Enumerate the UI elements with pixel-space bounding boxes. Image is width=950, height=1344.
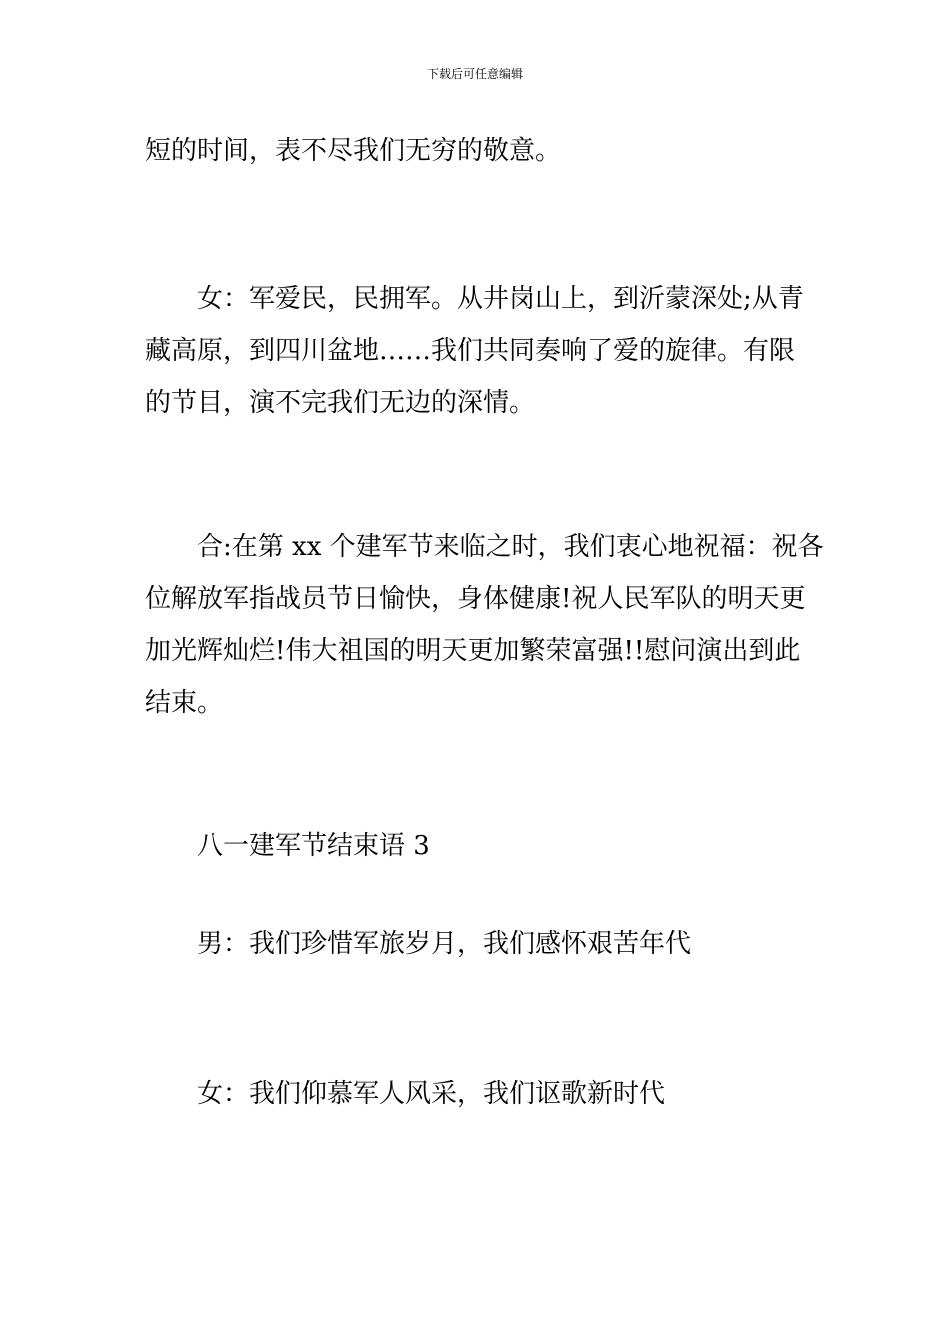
text-line: 的节目，演不完我们无边的深情。 [145, 388, 536, 418]
paragraph-female-line-2 [145, 1068, 815, 1120]
paragraph-together-line [145, 521, 824, 729]
paragraph-female-line [145, 273, 815, 429]
text-line: 合:在第 xx 个建军节来临之时，我们衷心地祝福：祝各 [197, 532, 824, 562]
section-heading [145, 820, 815, 872]
text-line: 位解放军指战员节日愉快，身体健康!祝人民军队的明天更 [145, 584, 806, 614]
paragraph-male-line [145, 918, 815, 970]
text-line: 女：军爱民，民拥军。从井岗山上，到沂蒙深处;从青 [197, 284, 804, 314]
text-line: 女：我们仰慕军人风采，我们讴歌新时代 [197, 1079, 666, 1109]
text-line: 男：我们珍惜军旅岁月，我们感怀艰苦年代 [197, 929, 692, 959]
page-header: 下载后可任意编辑 [426, 67, 523, 81]
paragraph-continuation [145, 125, 815, 177]
text-line: 藏高原，到四川盆地……我们共同奏响了爱的旋律。有限 [145, 336, 796, 366]
text-line: 结束。 [145, 688, 224, 718]
heading-text: 八一建军节结束语 3 [197, 831, 430, 861]
text-line: 加光辉灿烂!伟大祖国的明天更加繁荣富强!!慰问演出到此 [145, 636, 801, 666]
text-line: 短的时间，表不尽我们无穷的敬意。 [145, 136, 562, 166]
